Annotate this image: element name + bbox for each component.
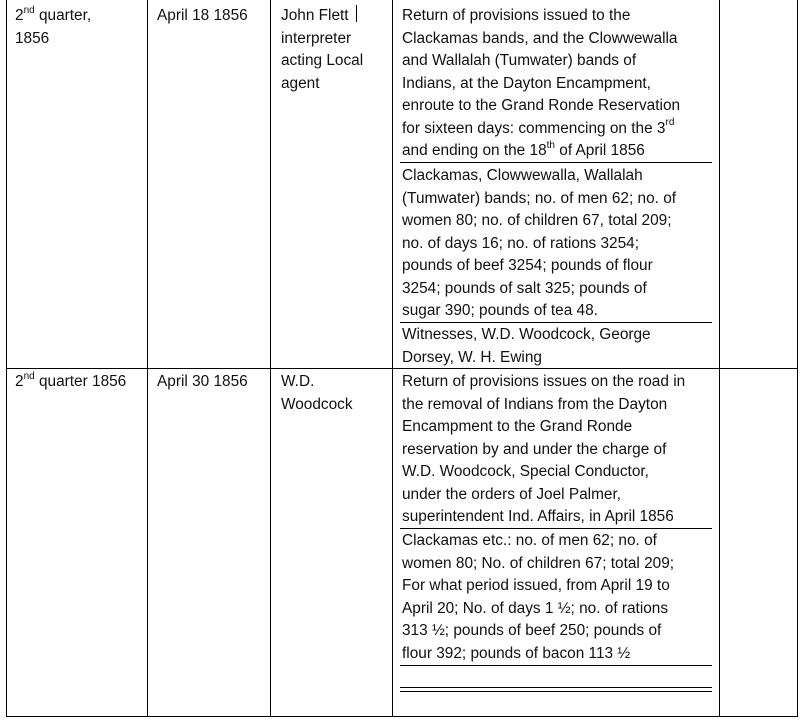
description-line: superintendent Ind. Affairs, in April 1856: [402, 508, 674, 525]
details-line: sugar 390; pounds of tea 48.: [402, 302, 598, 319]
row2-quarter-cell: [15, 371, 126, 394]
row2-description-cell: [402, 371, 685, 529]
description-line: Encampment to the Grand Ronde: [402, 418, 633, 435]
column-divider-3: [392, 0, 393, 717]
row1-agent-line: acting Local: [281, 52, 364, 69]
details-line: April 20; No. of days 1 ½; no. of rations: [402, 599, 669, 617]
section-rule: [400, 665, 712, 666]
details-line: women 80; no. of children 67, total 209;: [402, 212, 672, 229]
row1-description-cell: [402, 5, 680, 163]
description-line: enroute to the Grand Ronde Reservation: [402, 97, 681, 114]
row1-agent-line: interpreter: [281, 29, 352, 47]
column-divider-1: [147, 0, 148, 717]
row1-quarter-line2: 1856: [15, 29, 50, 47]
row2-date-cell: April 30 1856: [157, 373, 248, 390]
details-line: women 80; No. of children 67; total 209;: [402, 554, 675, 572]
description-line: the removal of Indians from the Dayton: [402, 395, 668, 413]
description-line: W.D. Woodcock, Special Conductor,: [402, 463, 649, 480]
description-line: for sixteen days: commencing on the 3rd: [402, 117, 675, 137]
witness-line: Witnesses, W.D. Woodcock, George: [402, 326, 651, 343]
row1-details-cell: [402, 165, 676, 323]
description-line: Return of provisions issued to the: [402, 7, 631, 24]
column-divider-4: [719, 0, 720, 717]
row1-agent-cell: [281, 5, 363, 95]
row1-agent-line: John Flett: [281, 7, 349, 24]
description-line: and Wallalah (Tumwater) bands of: [402, 52, 637, 69]
details-line: no. of days 16; no. of rations 3254;: [402, 234, 640, 252]
description-line: reservation by and under the charge of: [402, 440, 667, 458]
description-line: Return of provisions issues on the road in: [402, 373, 686, 390]
description-line: and ending on the 18th of April 1856: [402, 139, 645, 159]
description-line: Clackamas bands, and the Clowwewalla: [402, 29, 678, 47]
row1-quarter-cell: [15, 5, 91, 50]
row1-agent-line: agent: [281, 74, 320, 92]
table-border-bottom: [6, 716, 798, 717]
details-line: 3254; pounds of salt 325; pounds of: [402, 279, 647, 297]
witness-line: Dorsey, W. H. Ewing: [402, 348, 542, 366]
row2-agent-line: W.D.: [281, 373, 315, 390]
double-rule-top: [400, 687, 712, 688]
details-line: (Tumwater) bands; no. of men 62; no. of: [402, 189, 677, 207]
row2-agent-line: Woodcock: [281, 395, 353, 413]
description-line: under the orders of Joel Palmer,: [402, 485, 622, 503]
text-cursor: [356, 5, 357, 22]
table-border-left: [6, 0, 7, 717]
row1-witness-cell: [402, 324, 651, 369]
details-line: For what period issued, from April 19 to: [402, 577, 670, 594]
details-line: pounds of beef 3254; pounds of flour: [402, 257, 653, 274]
details-line: flour 392; pounds of bacon 113 ½: [402, 644, 631, 662]
row2-details-cell: [402, 530, 674, 665]
section-rule: [400, 528, 712, 529]
column-divider-2: [270, 0, 271, 717]
double-rule-bottom: [400, 691, 712, 692]
details-line: Clackamas etc.: no. of men 62; no. of: [402, 532, 657, 549]
section-rule: [400, 322, 712, 323]
details-line: Clackamas, Clowwewalla, Wallalah: [402, 167, 643, 184]
row1-quarter-line1: 2nd quarter,: [15, 4, 92, 24]
description-line: Indians, at the Dayton Encampment,: [402, 74, 651, 92]
row2-agent-cell: [281, 371, 353, 416]
row1-date-cell: April 18 1856: [157, 7, 248, 24]
table-border-right: [797, 0, 798, 717]
row2-quarter-line1: 2nd quarter 1856: [15, 370, 127, 390]
section-rule: [400, 162, 712, 163]
details-line: 313 ½; pounds of beef 250; pounds of: [402, 622, 662, 639]
